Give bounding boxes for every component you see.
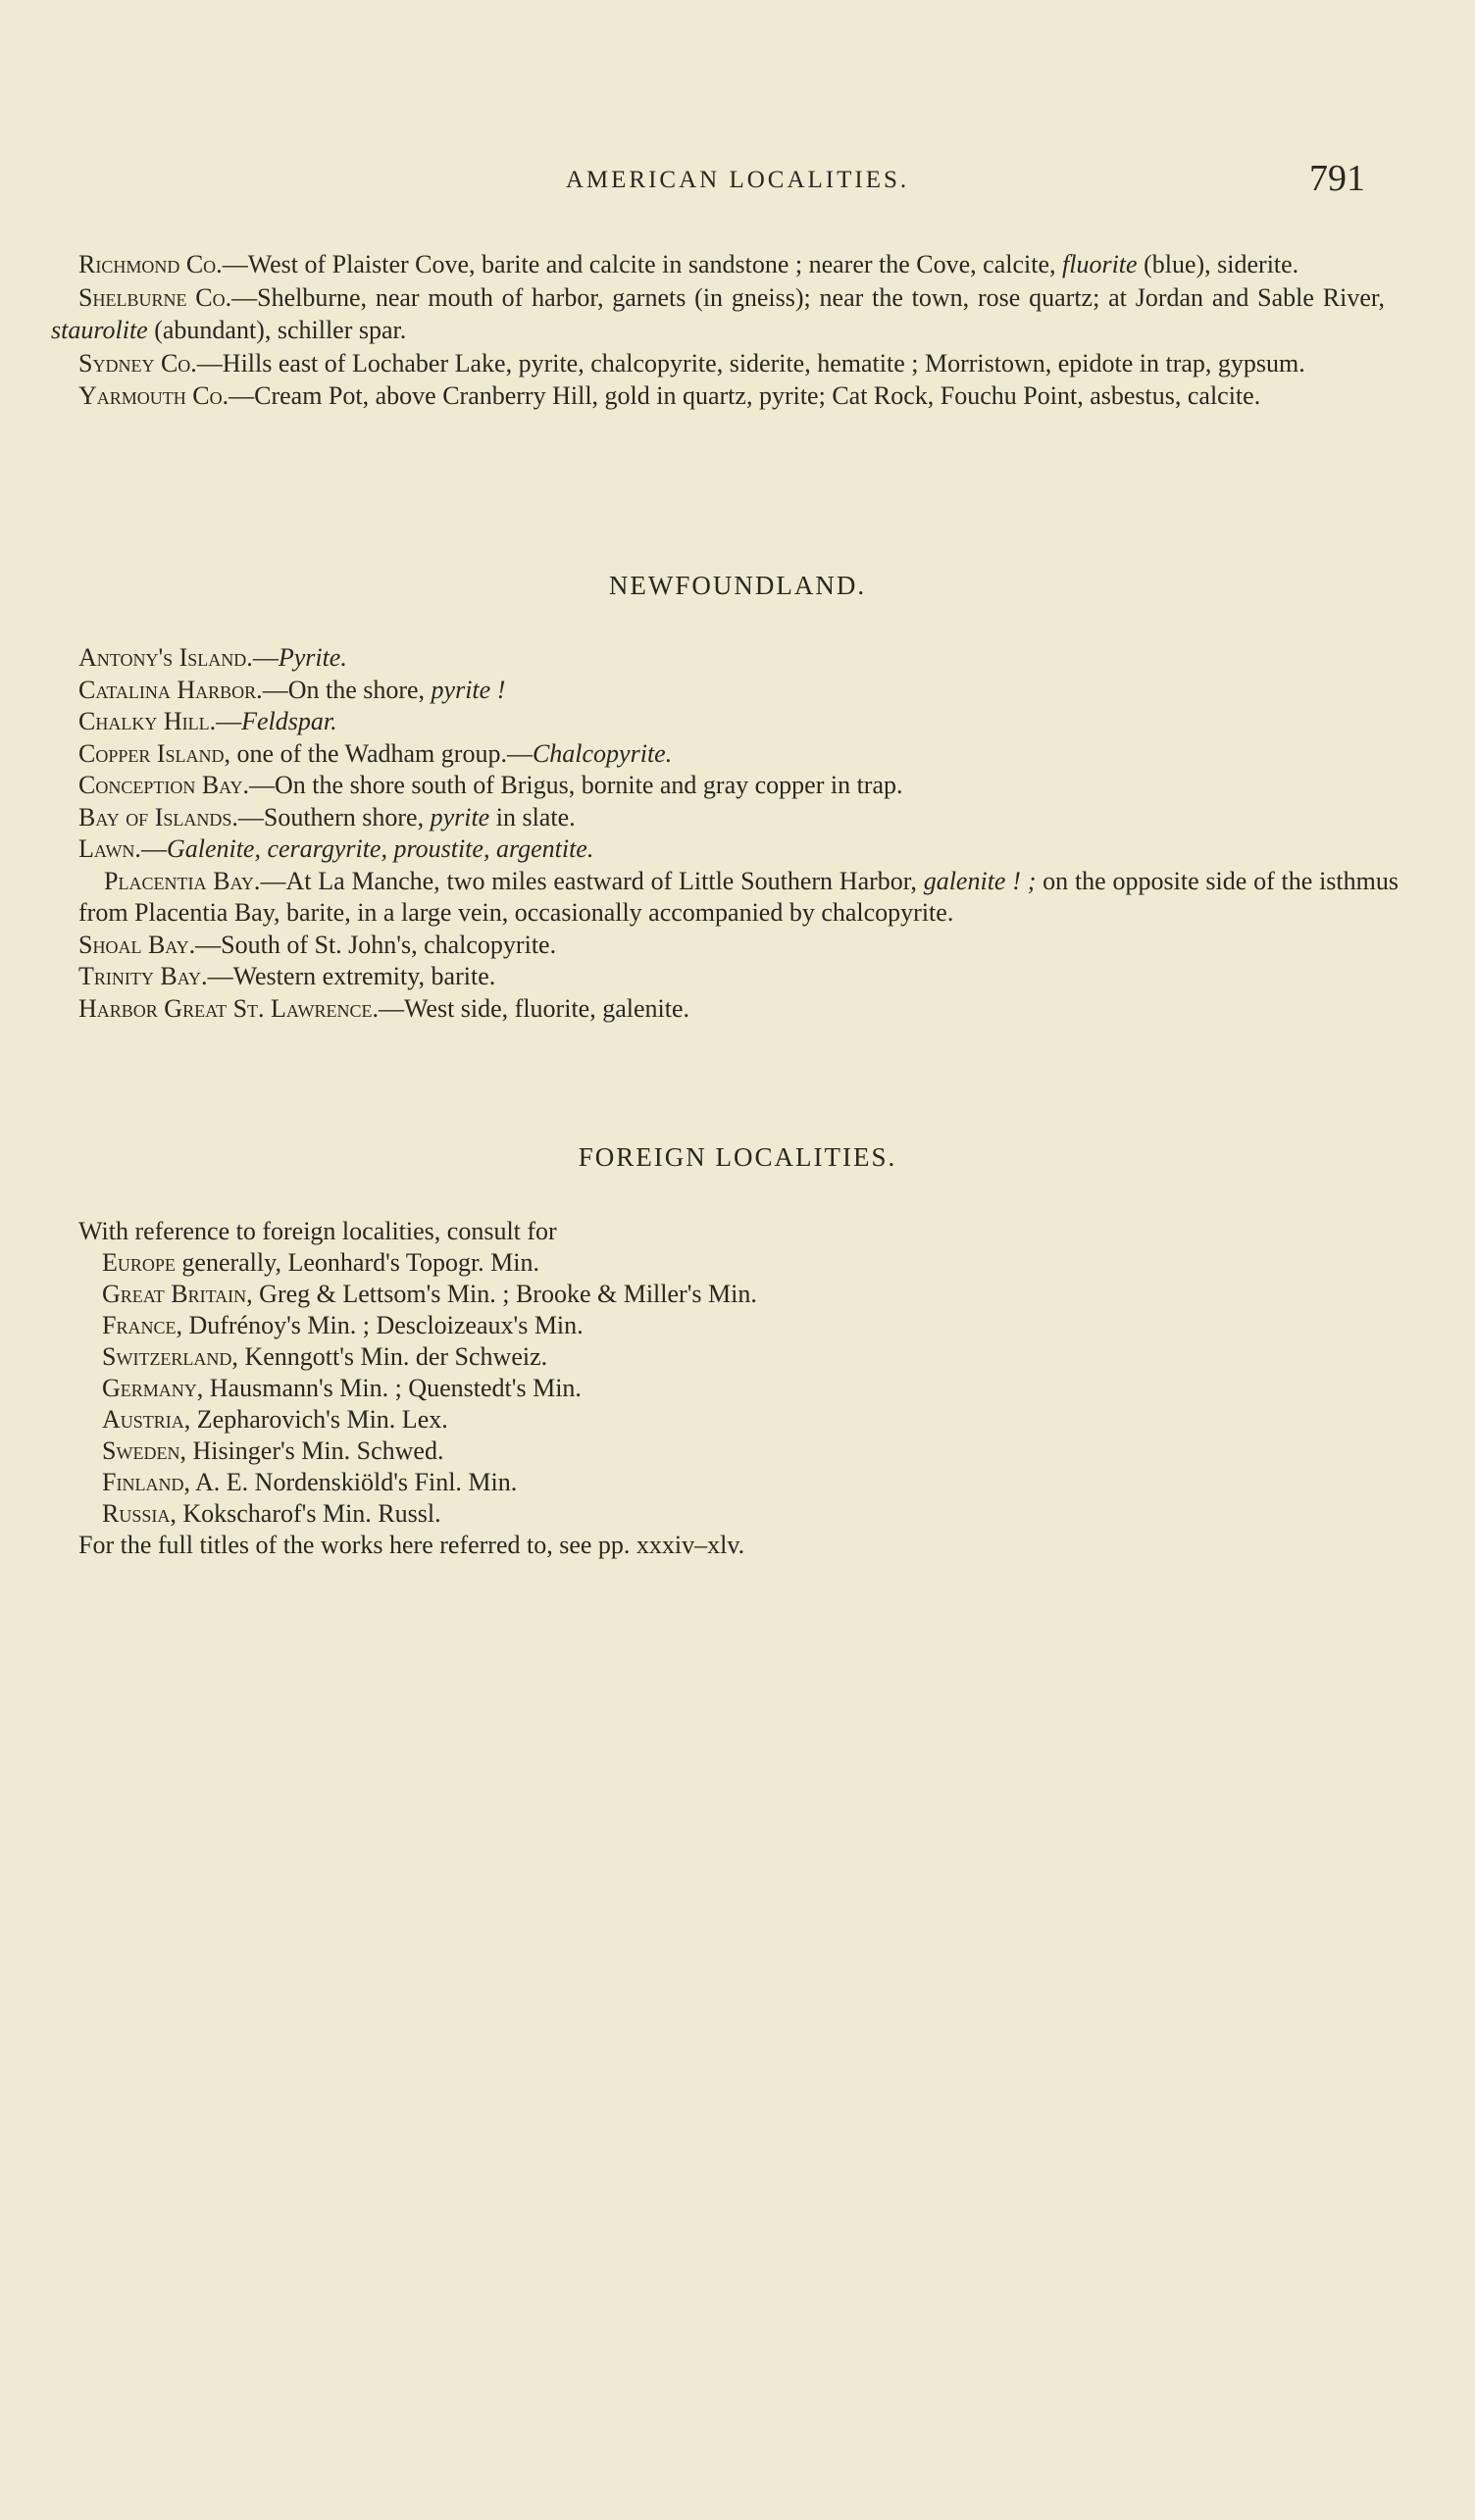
list-item: Harbor Great St. Lawrence.—West side, fluorite, galenite. bbox=[78, 993, 689, 1023]
list-item: France, Dufrénoy's Min. ; Descloizeaux's Min. bbox=[102, 1311, 584, 1339]
list-item: Bay of Islands.—Southern shore, pyrite in slate. bbox=[78, 802, 576, 832]
list-item: Europe generally, Leonhard's Topogr. Min. bbox=[102, 1248, 540, 1277]
entry-shelburne: Shelburne Co.—Shelburne, near mouth of harbor, garnets (in gneiss); near the town, rose quartz; at Jordan and Sable River, staurolite (abundant), schiller spar. bbox=[51, 282, 1385, 344]
entry-richmond: Richmond Co.—West of Plaister Cove, barite and calcite in sandstone ; nearer the Cove, calcite, fluorite (blue), siderite. bbox=[78, 250, 1299, 278]
nova-scotia-entries bbox=[51, 248, 1385, 413]
list-item: Shoal Bay.—South of St. John's, chalcopyrite. bbox=[78, 930, 557, 959]
entry-sydney: Sydney Co.—Hills east of Lochaber Lake, pyrite, chalcopyrite, siderite, hematite ; Morristown, epidote in trap, gypsum. bbox=[78, 348, 1305, 378]
page-number: 791 bbox=[1309, 158, 1365, 199]
foreign-closing: For the full titles of the works here referred to, see pp. xxxiv–xlv. bbox=[78, 1531, 745, 1559]
list-item: Switzerland, Kenngott's Min. der Schweiz. bbox=[102, 1342, 548, 1371]
list-item: Great Britain, Greg & Lettsom's Min. ; Brooke & Miller's Min. bbox=[102, 1280, 757, 1308]
list-item: Conception Bay.—On the shore south of Brigus, bornite and gray copper in trap. bbox=[78, 771, 903, 799]
list-item: Placentia Bay.—At La Manche, two miles eastward of Little Southern Harbor, galenite ! ; on the opposite side of the isthmus from Placentia Bay, barite, in a large vein, occasionally accompanied by chalcopyrite. bbox=[78, 866, 1399, 927]
list-item: Russia, Kokscharof's Min. Russl. bbox=[102, 1499, 441, 1528]
list-item: Lawn.—Galenite, cerargyrite, proustite, argentite. bbox=[78, 834, 594, 863]
list-item: Germany, Hausmann's Min. ; Quenstedt's Min. bbox=[102, 1374, 582, 1402]
list-item: Antony's Island.—Pyrite. bbox=[78, 643, 347, 672]
list-item: Austria, Zepharovich's Min. Lex. bbox=[102, 1405, 448, 1434]
list-item: Finland, A. E. Nordenskiöld's Finl. Min. bbox=[102, 1468, 518, 1496]
list-item: Sweden, Hisinger's Min. Schwed. bbox=[102, 1436, 444, 1465]
list-item: Trinity Bay.—Western extremity, barite. bbox=[78, 962, 496, 990]
newfoundland-entries bbox=[78, 642, 1399, 1025]
foreign-intro: With reference to foreign localities, consult for bbox=[78, 1217, 557, 1245]
list-item: Chalky Hill.—Feldspar. bbox=[78, 707, 337, 735]
list-item: Copper Island, one of the Wadham group.—Chalcopyrite. bbox=[78, 738, 673, 768]
foreign-heading: FOREIGN LOCALITIES. bbox=[578, 1142, 897, 1172]
running-title: AMERICAN LOCALITIES. bbox=[565, 167, 910, 193]
foreign-entries bbox=[78, 1216, 1373, 1561]
list-item: Catalina Harbor.—On the shore, pyrite ! bbox=[78, 675, 506, 704]
newfoundland-heading: NEWFOUNDLAND. bbox=[608, 571, 867, 600]
entry-yarmouth: Yarmouth Co.—Cream Pot, above Cranberry Hill, gold in quartz, pyrite; Cat Rock, Fouchu Point, asbestus, calcite. bbox=[78, 381, 1261, 410]
